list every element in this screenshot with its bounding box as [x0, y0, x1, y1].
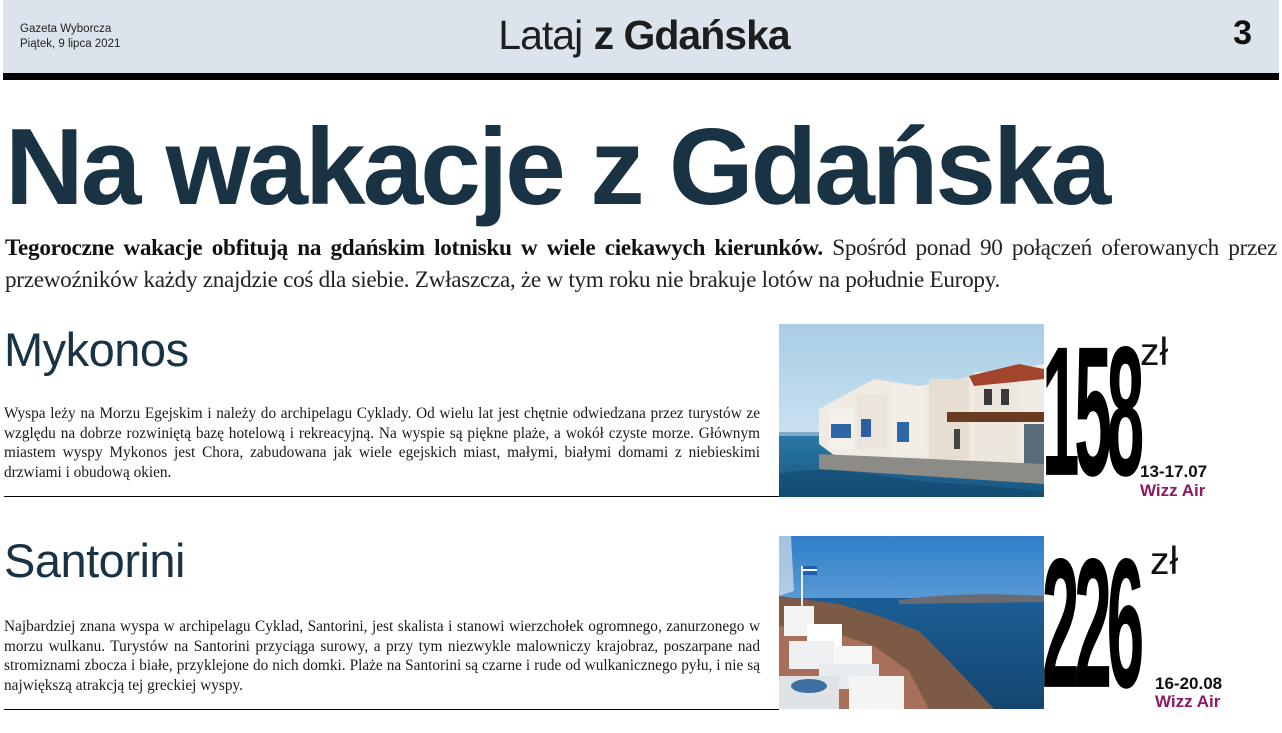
destination-name: Mykonos	[4, 323, 189, 376]
destination-description: Najbardziej znana wyspa w archipelagu Cyklad, Santorini, jest skalista i stanowi wierzchołek ogromnego, zanurzonego w morzu wulkanu. Turystów na Santorini przyciąga surowy, a przy tym niezwykle malowniczy krajobraz, poszarpane nad stromiznami zbocza i białe, przyklejone do nich domki. Plaże na Santorini są czarne i rude od wulkanicznego pyłu, i nie są największą atrakcją tej greckiej wyspy.	[4, 618, 760, 694]
price-number: 158	[1041, 306, 1139, 515]
headline: Na wakacje z Gdańska	[5, 106, 1109, 228]
section-divider	[4, 709, 779, 710]
airline-name: Wizz Air	[1155, 692, 1221, 711]
lead-bold: Tegoroczne wakacje obfitują na gdańskim lotnisku w wiele ciekawych kierunków.	[5, 235, 823, 261]
page-header	[3, 0, 1279, 73]
page-number: 3	[1233, 14, 1252, 52]
publication-name: Gazeta Wyborcza	[20, 23, 112, 35]
price-value	[1040, 518, 1140, 727]
destination-description: Wyspa leży na Morzu Egejskim i należy do archipelagu Cyklady. Od wielu lat jest chętnie odwiedzana przez turystów ze względu na dobrze rozwiniętą bazę hotelową i rekreacyjną. Na wyspie są piękne plaże, a wokół czyste morze. Głównym miastem wyspy Mykonos jest Chora, zabudowana jak wiele egejskich miast, małymi, białymi domami z niebieskimi drzwiami i obudową okien.	[4, 405, 760, 481]
header-rule	[3, 73, 1279, 80]
flight-dates: 13-17.07	[1140, 462, 1208, 481]
section-title-light: Lataj	[498, 12, 583, 58]
section-title	[3, 10, 1282, 60]
price-currency: zł	[1150, 540, 1179, 583]
mykonos-photo	[779, 324, 1044, 497]
lead-paragraph	[5, 232, 1277, 296]
lead-text: Spośród ponad 90 połączeń oferowanych przez przewoźników każdy znajdzie coś dla siebie. Zwłaszcza, że w tym roku nie brakuje lotów na południe Europy.	[5, 235, 1278, 293]
section-title-bold: z Gdańska	[593, 12, 790, 58]
publication-date: Piątek, 9 lipca 2021	[20, 38, 121, 50]
price-currency: zł	[1140, 331, 1169, 374]
airline-name: Wizz Air	[1140, 481, 1206, 500]
santorini-photo	[779, 536, 1044, 709]
section-divider	[4, 496, 779, 497]
price-value	[1040, 306, 1140, 515]
destination-name: Santorini	[4, 534, 185, 587]
price-number: 226	[1041, 518, 1139, 727]
flight-dates: 16-20.08	[1155, 674, 1223, 693]
